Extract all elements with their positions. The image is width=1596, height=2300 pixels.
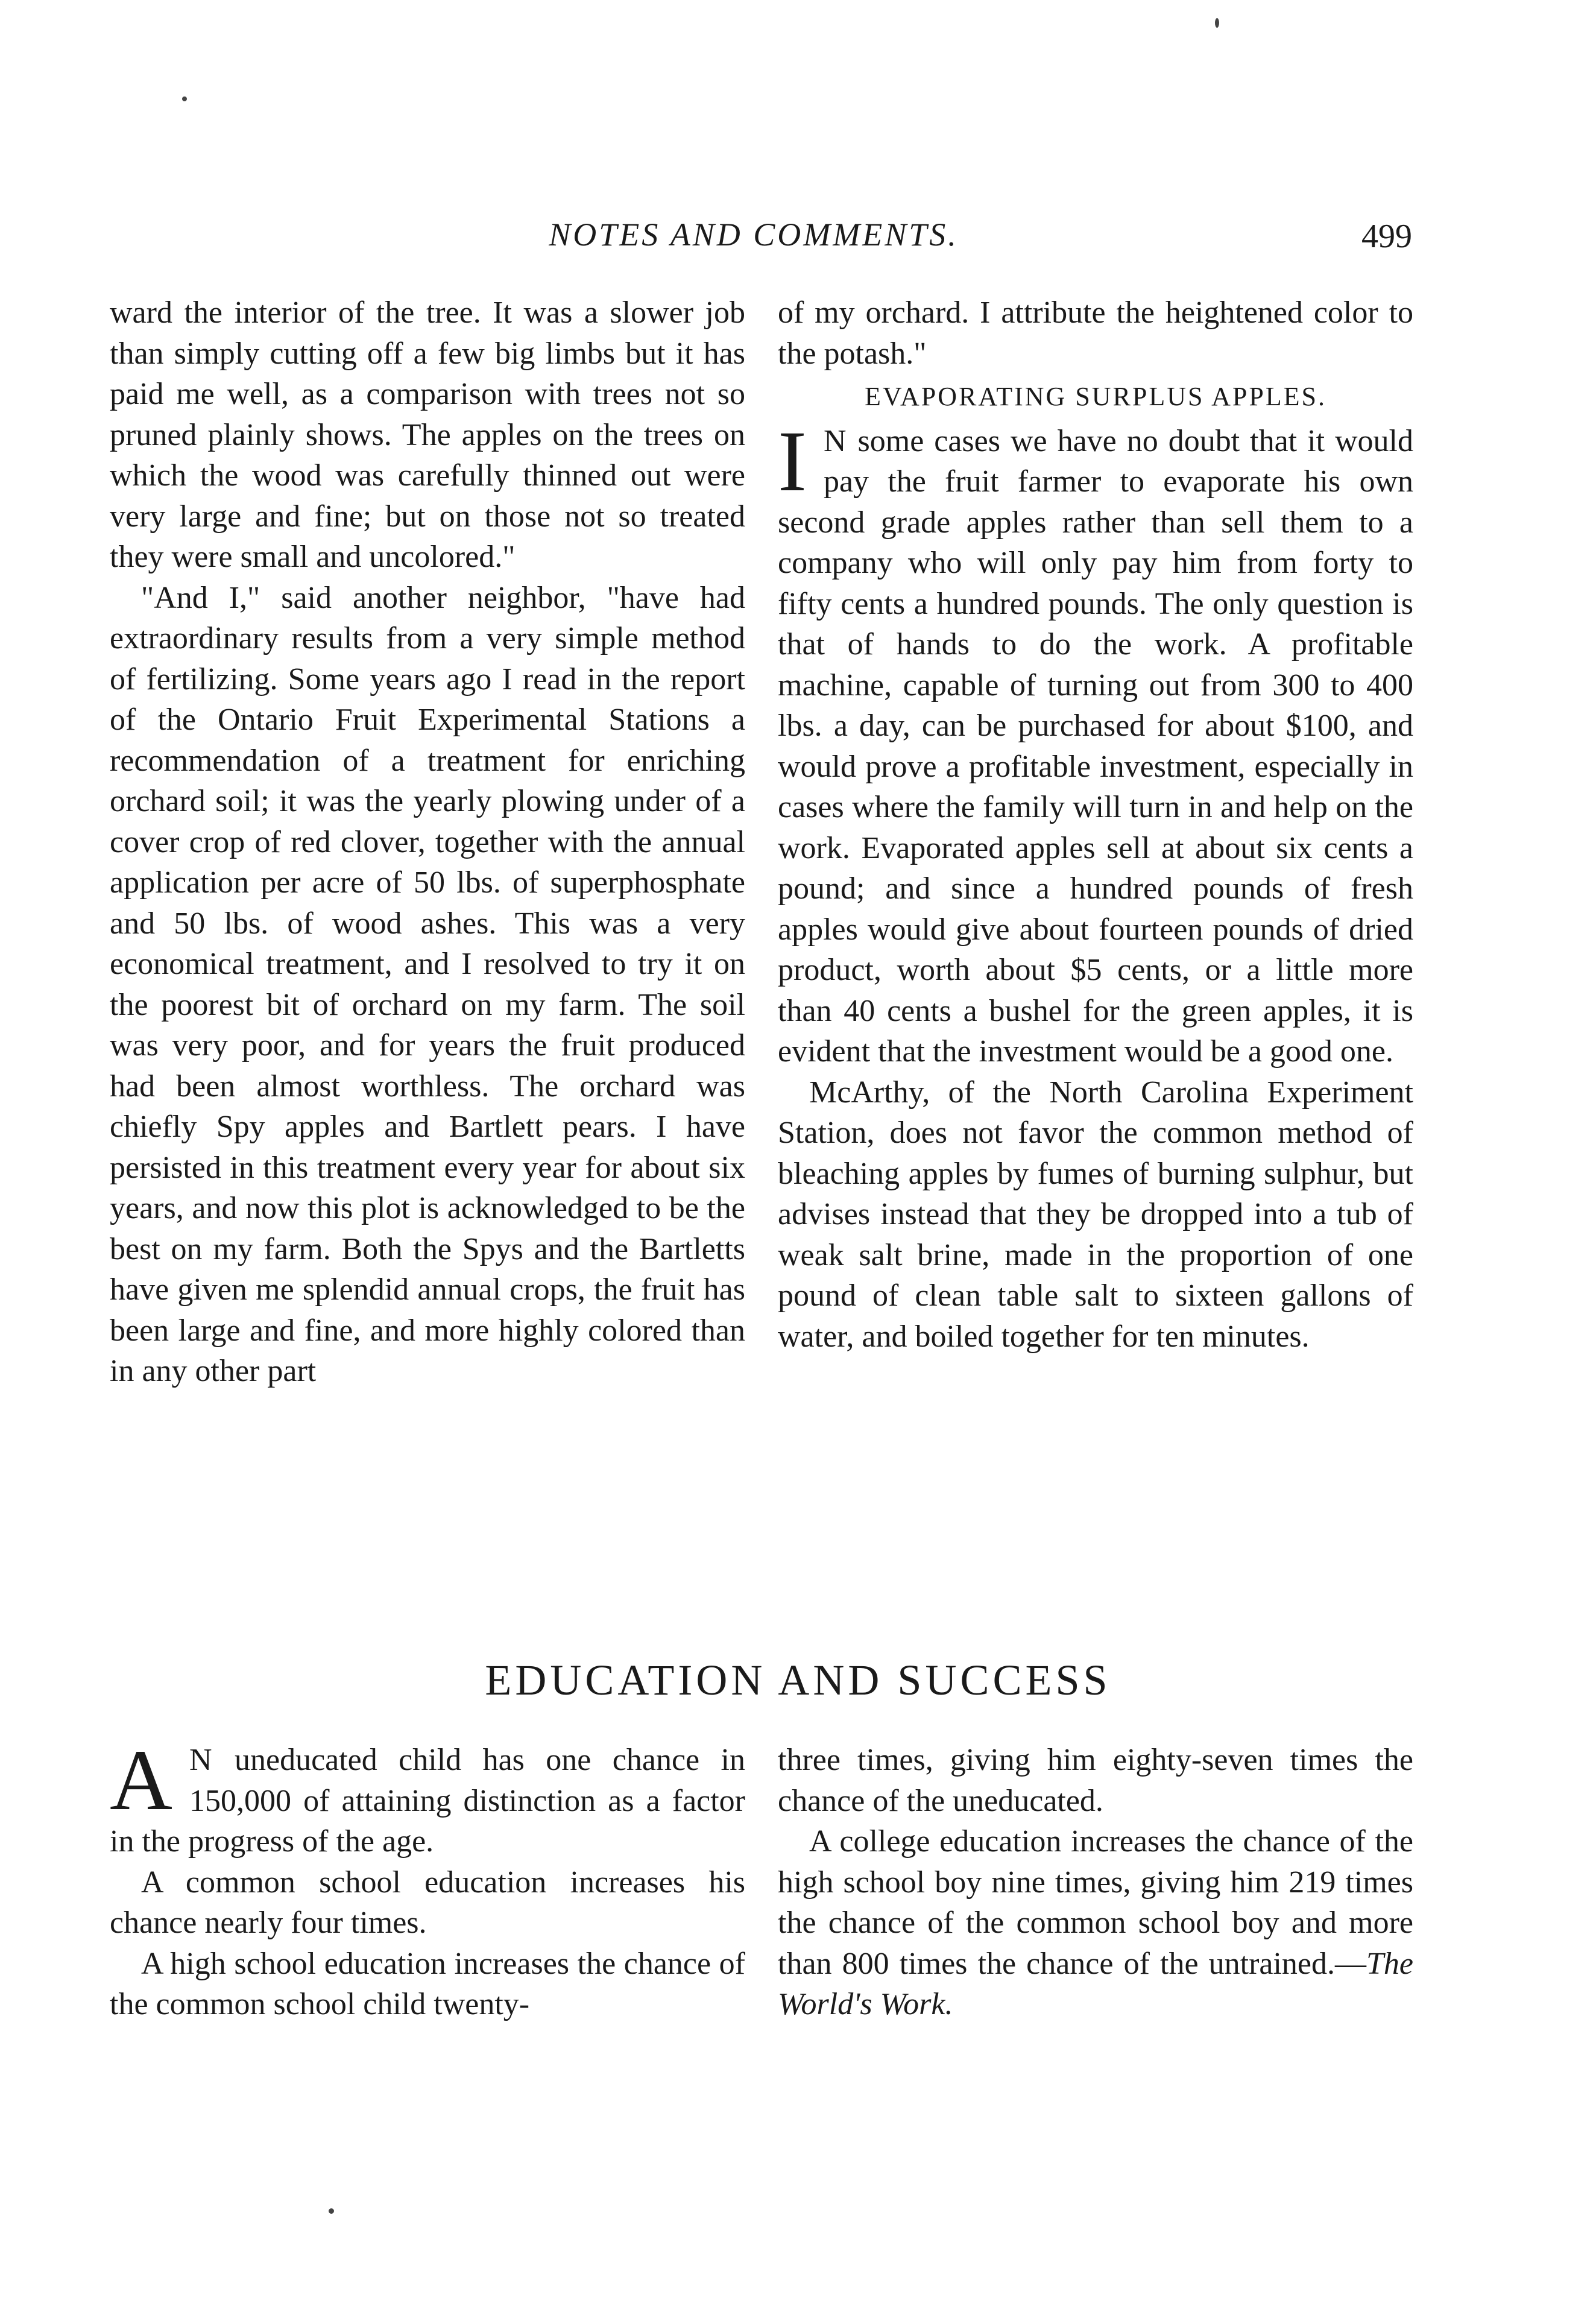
paragraph (778, 413, 1414, 1072)
article-left-column (110, 1733, 745, 2025)
page-number: 499 (1361, 218, 1412, 255)
paragraph-text: uneducated child has one chance in 150,000 of attaining distinction as a factor in the progress of the age. (110, 1743, 745, 1859)
ink-speck (182, 96, 187, 101)
drop-cap: A (110, 1733, 172, 1828)
source-citation: The World's Work. (778, 1946, 1413, 2021)
ink-speck (1215, 18, 1219, 28)
article-right-column (778, 1740, 1413, 2025)
paragraph-text: some cases we have no doubt that it would pay the fruit farmer to evaporate his own second grade apples rather than sell them to a company who will only pay him from forty to fifty cents a hundred pounds. The only question is that of hands to do the work. A profitable machine, capable of turning out from 300 to 400 lbs. a day, can be purchased for about $100, and would prove a profitable investment, especially in cases where the family will turn in and help on the work. Evaporated apples sell at about six cents a pound; and since a hundred pounds of fresh apples would give about fourteen pounds of dried product, worth about $5 cents, or a little more than 40 cents a bushel for the green apples, it is evident that the investment would be a good one. (778, 423, 1414, 1069)
paragraph: "And I," said another neighbor, "have had extraordinary results from a very simple method of fertilizing. Some years ago I read in the report of the Ontario Fruit Experimental Stations a recommendation of a treatment for enriching orchard soil; it was the yearly plowing under of a cover crop of red clover, together with the annual application per acre of 50 lbs. of superphosphate and 50 lbs. of wood ashes. This was a very economical treatment, and I resolved to try it on the poorest bit of orchard on my farm. The soil was very poor, and for years the fruit produced had been almost worthless. The orchard was chiefly Spy apples and Bartlett pears. I have persisted in this treatment every year for about six years, and now this plot is acknowledged to be the best on my farm. Both the Spys and the Bartletts have given me splendid annual crops, the fruit has been large and fine, and more highly colored than in any other part (110, 580, 745, 1388)
paragraph (110, 1733, 745, 1862)
paragraph: of my orchard. I attribute the heightened color to the potash." (778, 295, 1413, 371)
drop-cap-lead: N (823, 423, 848, 458)
paragraph: A high school education increases the chance of the common school child twenty- (110, 1946, 745, 2021)
right-column (778, 292, 1413, 1357)
paragraph: McArthy, of the North Carolina Experiment Station, does not favor the common method of bleaching apples by fumes of burning sulphur, but advises instead that they be dropped into a tub of weak salt brine, made in the proportion of one pound of clean table salt to sixteen gallons of water, and boiled together for ten minutes. (778, 1075, 1413, 1354)
drop-cap: I (778, 413, 807, 510)
paragraph-text: A college education increases the chance of the high school boy nine times, giving him 219 times the chance of the common school boy and more than 800 times the chance of the untrained.— (778, 1824, 1413, 1981)
running-header: NOTES AND COMMENTS. (549, 216, 959, 253)
drop-cap-lead: N (189, 1743, 213, 1777)
left-column (110, 292, 745, 1392)
paragraph: A common school education increases his chance nearly four times. (110, 1865, 745, 1940)
section-heading: EVAPORATING SURPLUS APPLES. (864, 382, 1327, 411)
paragraph (778, 1821, 1413, 2025)
section-title: EDUCATION AND SUCCESS (485, 1656, 1111, 1704)
paragraph: ward the interior of the tree. It was a slower job than simply cutting off a few big limbs but it has paid me well, as a comparison with trees not so pruned plainly shows. The apples on the trees on which the wood was carefully thinned out were very large and fine; but on those not so treated they were small and uncolored." (110, 295, 745, 574)
paragraph: three times, giving him eighty-seven times the chance of the uneducated. (778, 1743, 1413, 1818)
ink-speck (329, 2208, 334, 2214)
